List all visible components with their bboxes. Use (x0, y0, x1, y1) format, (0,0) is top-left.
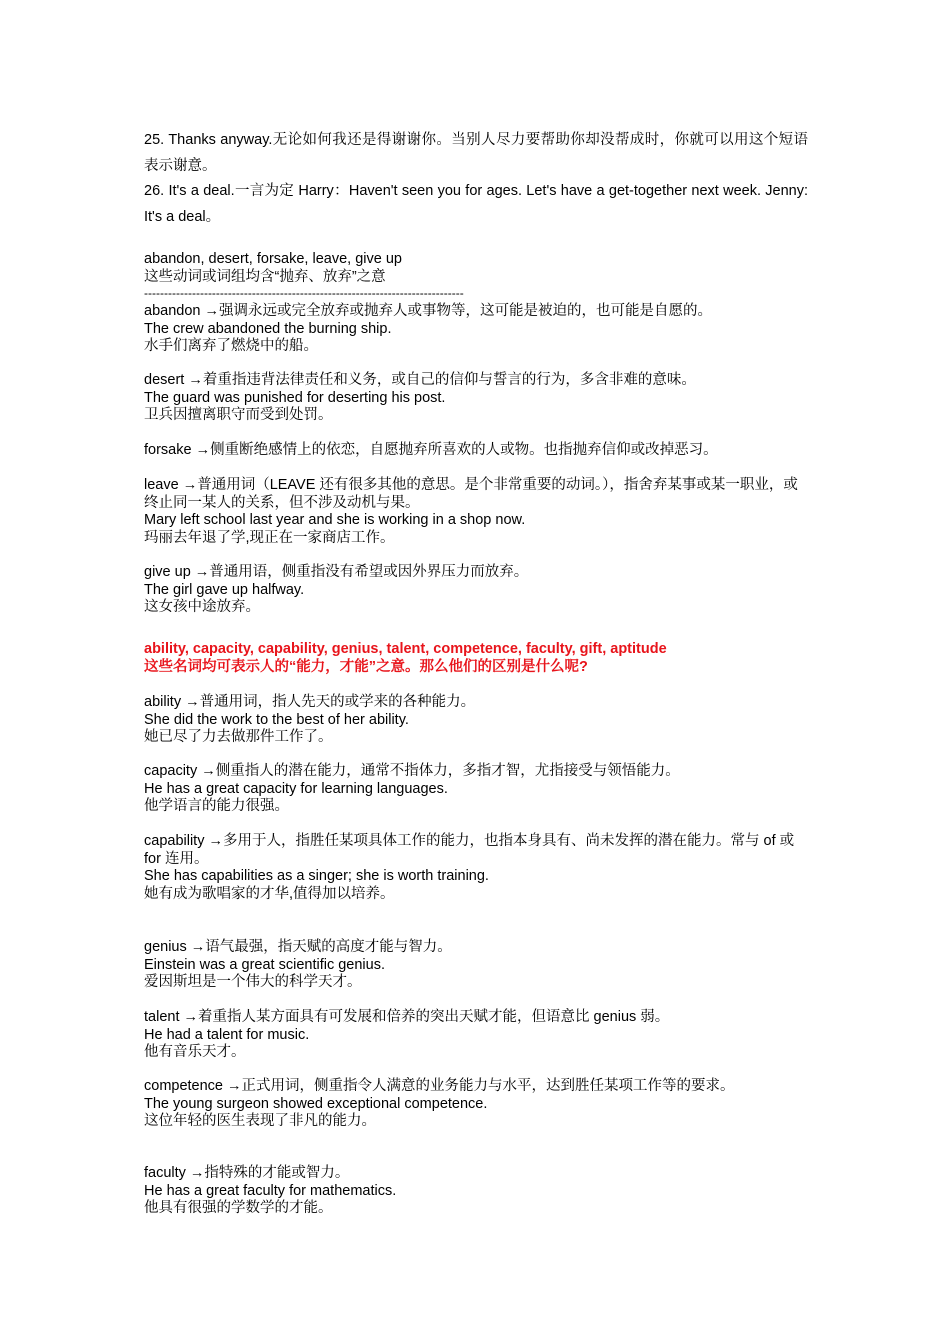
entry-example-en: She has capabilities as a singer; she is worth training. (144, 868, 489, 884)
entry-example-zh: 他具有很强的学数学的才能。 (144, 1200, 333, 1216)
entry-definition: ability →普通用词，指人先天的或学来的各种能力。 (144, 694, 476, 710)
entry-example-en: The young surgeon showed exceptional competence. (144, 1095, 488, 1112)
entry-example-en: He has a great faculty for mathematics. (144, 1182, 397, 1199)
group1-header (144, 251, 808, 300)
entry-example-en: Mary left school last year and she is working in a shop now. (144, 512, 526, 528)
entry-definition: talent →着重指人某方面具有可发展和倍养的突出天赋才能，但语意比 genius 弱。 (144, 1009, 670, 1025)
phrase-text: It's a deal.一言为定 Harry：Haven't seen you for ages. Let's have a get-together next week. Jenny: It's a deal。 (144, 183, 809, 225)
entry-faculty (144, 1165, 808, 1218)
entry-genius (144, 939, 808, 992)
entry-example-zh: 她已尽了力去做那件工作了。 (144, 729, 333, 745)
entry-example-zh: 这位年轻的医生表现了非凡的能力。 (144, 1113, 376, 1129)
entry-example-zh: 这女孩中途放弃。 (144, 599, 260, 615)
entry-definition: desert →着重指违背法律责任和义务，或自己的信仰与誓言的行为，多含非难的意味。 (144, 372, 696, 388)
phrase-section (144, 128, 808, 230)
entry-example-zh: 他有音乐天才。 (144, 1044, 246, 1060)
entry-example-zh: 她有成为歌唱家的才华,值得加以培养。 (144, 885, 395, 902)
entry-example-zh: 玛丽去年退了学,现正在一家商店工作。 (144, 529, 395, 546)
entry-example-en: She did the work to the best of her ability. (144, 711, 409, 728)
group2-intro: 这些名词均可表示人的“能力，才能”之意。那么他们的区别是什么呢? (144, 658, 588, 675)
entry-example-zh: 爱因斯坦是一个伟大的科学天才。 (144, 974, 362, 990)
entry-example-zh: 水手们离弃了燃烧中的船。 (144, 338, 318, 354)
entry-capacity (144, 763, 808, 816)
entry-definition: capability →多用于人，指胜任某项具体工作的能力，也指本身具有、尚未发挥的潜在能力。常与 of 或 for 连用。 (144, 833, 799, 867)
entry-example-en: He has a great capacity for learning languages. (144, 780, 448, 797)
group1-intro: 这些动词或词组均含“抛弃、放弃”之意 (144, 268, 386, 285)
entry-forsake (144, 442, 808, 460)
entry-ability (144, 694, 808, 747)
phrase-26 (144, 179, 808, 230)
phrase-number: 25. (144, 132, 165, 148)
phrase-text: Thanks anyway.无论如何我还是得谢谢你。当别人尽力要帮助你却没帮成时，你就可以用这个短语表示谢意。 (144, 132, 808, 174)
entry-example-en: The guard was punished for deserting his post. (144, 389, 446, 406)
entry-competence (144, 1078, 808, 1131)
entry-example-zh: 他学语言的能力很强。 (144, 798, 289, 814)
entry-give-up (144, 564, 808, 617)
entry-definition: faculty →指特殊的才能或智力。 (144, 1165, 350, 1181)
entry-definition: forsake →侧重断绝感情上的依恋，自愿抛弃所喜欢的人或物。也指抛弃信仰或改掉恶习。 (144, 442, 718, 458)
entry-definition: leave →普通用词（LEAVE 还有很多其他的意思。是个非常重要的动词。），指舍弃某事或某一职业，或终止同一某人的关系，但不涉及动机与果。 (144, 477, 798, 511)
entry-example-en: He had a talent for music. (144, 1026, 310, 1043)
entry-example-en: The crew abandoned the burning ship. (144, 320, 392, 337)
entry-definition: give up →普通用语，侧重指没有希望或因外界压力而放弃。 (144, 564, 529, 580)
entry-definition: capacity →侧重指人的潜在能力，通常不指体力，多指才智，尤指接受与领悟能力。 (144, 763, 680, 779)
entry-desert (144, 372, 808, 425)
group1-words: abandon, desert, forsake, leave, give up (144, 251, 402, 267)
phrase-25 (144, 128, 808, 179)
entry-example-zh: 卫兵因擅离职守而受到处罚。 (144, 407, 333, 423)
entry-talent (144, 1009, 808, 1062)
group2-words: ability, capacity, capability, genius, talent, competence, faculty, gift, aptitude (144, 641, 667, 657)
phrase-number: 26. (144, 183, 165, 199)
group2-header (144, 641, 808, 676)
entry-abandon (144, 303, 808, 356)
entry-example-en: The girl gave up halfway. (144, 581, 305, 598)
entry-leave (144, 477, 808, 547)
separator-line: -------------------------------------------------------------------------------- (144, 286, 464, 300)
entry-definition: genius →语气最强，指天赋的高度才能与智力。 (144, 939, 452, 955)
entry-definition: competence →正式用词，侧重指令人满意的业务能力与水平，达到胜任某项工作等的要求。 (144, 1078, 735, 1094)
entry-capability (144, 833, 808, 903)
entry-example-en: Einstein was a great scientific genius. (144, 956, 385, 973)
entry-definition: abandon →强调永远或完全放弃或抛弃人或事物等，这可能是被迫的，也可能是自愿的。 (144, 303, 712, 319)
